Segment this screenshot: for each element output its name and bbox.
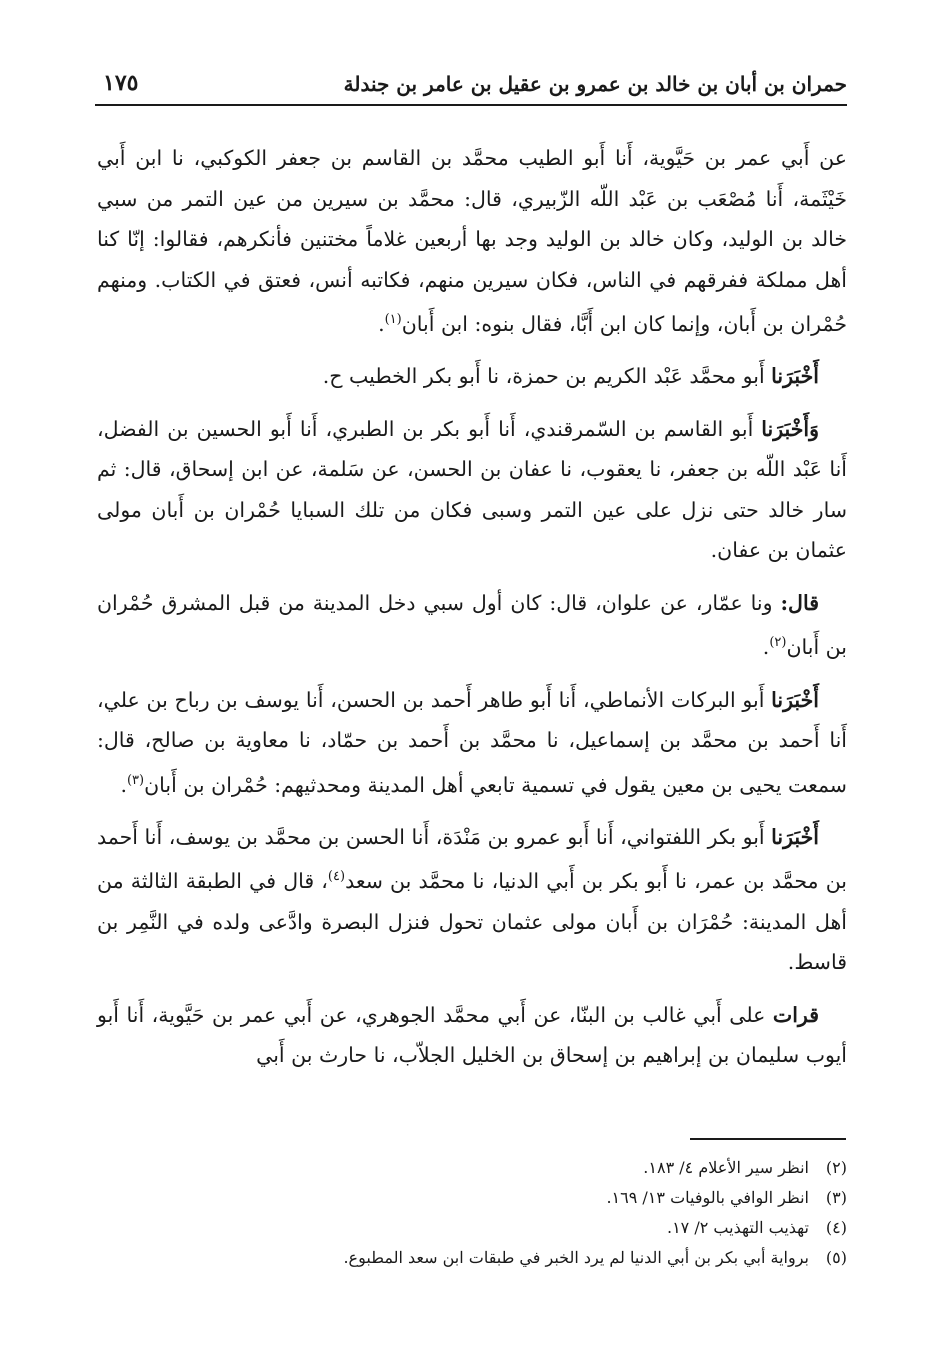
footnote-text: انظر سير الأعلام ٤/ ١٨٣.	[643, 1158, 809, 1177]
paragraph-tail: .	[120, 772, 127, 797]
footnote-text: تهذيب التهذيب ٢/ ١٧.	[666, 1218, 809, 1237]
footnote-text: انظر الوافي بالوفيات ١٣/ ١٦٩.	[606, 1188, 809, 1207]
paragraph-lead: أَخْبَرَنا	[771, 687, 819, 712]
footnote-ref: (٣)	[126, 772, 145, 788]
page-header	[95, 66, 847, 102]
footnote-number: (٢)	[825, 1158, 847, 1177]
paragraph-text: أَبو البركات الأنماطي، أَنا أَبو طاهر أَحمد بن الحسن، أَنا يوسف بن رباح بن علي، أَنا أَحمد بن محمَّد بن إسماعيل، نا محمَّد بن أَحمد بن حمّاد، نا معاوية بن صالح، قال: سمعت يحيى بن معين يقول في تسمية تابعي أهل المدينة ومحدثيهم: حُمْران بن أَبان	[97, 687, 847, 797]
paragraph-text: أَبو محمَّد عَبْد الكريم بن حمزة، نا أَبو بكر الخطيب ح.	[322, 364, 772, 389]
paragraph	[97, 138, 847, 344]
paragraph-text: أَبو القاسم بن السّمرقندي، أَنا أَبو بكر بن الطبري، أَنا أَبو الحسين بن الفضل، أَنا عَبْد اللّه بن جعفر، نا يعقوب، نا عفان بن الحسن، عن سَلمة، عن ابن إسحاق، قال: ثم سار خالد حتى نزل على عين التمر وسبى فكان من تلك السبايا حُمْران بن أَبان مولى عثمان بن عفان.	[97, 416, 847, 563]
footnote-item	[97, 1183, 847, 1213]
paragraph-text: ونا عمّار، عن علوان، قال: كان أول سبي دخل المدينة من قبل المشرق حُمْران بن أَبان	[97, 590, 847, 660]
paragraph	[97, 817, 847, 983]
footnotes	[97, 1153, 847, 1273]
running-title: حمران بن أبان بن خالد بن عمرو بن عقيل بن عامر بن جندلة	[343, 72, 847, 96]
footnote-ref: (٢)	[769, 635, 787, 651]
paragraph	[97, 409, 847, 571]
paragraph-lead: أَخْبَرَنا	[771, 364, 819, 389]
paragraph	[97, 583, 847, 668]
paragraph-tail: .	[378, 311, 385, 336]
footnote-number: (٥)	[825, 1248, 847, 1267]
footnote-ref: (١)	[384, 312, 402, 327]
paragraph-lead: أَخْبَرَنا	[771, 824, 819, 849]
footnote-ref: (٤)	[327, 869, 346, 885]
paragraph-lead: وَأَخْبَرَنا	[761, 416, 819, 441]
main-text	[97, 138, 847, 1088]
header-rule	[95, 104, 847, 106]
paragraph-lead: قرات	[772, 1002, 819, 1027]
footnote-number: (٣)	[825, 1188, 847, 1207]
footnote-number: (٤)	[825, 1218, 847, 1237]
footnote-item	[97, 1243, 847, 1273]
paragraph-lead: قال:	[780, 590, 819, 615]
paragraph-tail: ، قال في الطبقة الثالثة من أهل المدينة: حُمْرَان بن أَبان مولى عثمان تحول فنزل البصرة وادَّعى ولده في النَّمِر بن قاسط.	[97, 869, 847, 975]
footnote-item	[97, 1213, 847, 1243]
footnote-item	[97, 1153, 847, 1183]
paragraph-tail: .	[762, 635, 770, 660]
paragraph-text: على أَبي غالب بن البنّا، عن أَبي محمَّد الجوهري، عن أَبي عمر بن حَيَّوية، أَنا أَبو أيوب سليمان بن إبراهيم بن إسحاق بن الخليل الجلاّب، نا حارث بن أَبي	[97, 1002, 847, 1068]
paragraph	[97, 356, 847, 397]
paragraph-text: عن أَبي عمر بن حَيَّوية، أَنا أَبو الطيب محمَّد بن القاسم بن جعفر الكوكبي، نا ابن أَبي خَيْثَمة، أَنا مُصْعَب بن عَبْد اللّه الزّبيري، قال: محمَّد بن سيرين من عين التمر من سبي خالد بن الوليد، وكان خالد بن الوليد وجد بها أربعين غلاماً مختنين فأنكرهم، فقالوا: إنّا كنا أهل مملكة ففرقهم في الناس، فكان سيرين منهم، فكاتبه أنس، فعتق في الكتاب. ومنهم حُمْران بن أَبان، وإنما كان ابن أَبَّا، فقال بنوه: ابن أَبان	[97, 146, 847, 336]
page-number: ١٧٥	[103, 70, 139, 96]
paragraph	[97, 995, 847, 1076]
paragraph	[97, 680, 847, 805]
footnote-rule	[690, 1138, 846, 1140]
paragraph-text: أَبو بكر اللفتواني، أَنا أَبو عمرو بن مَنْدَة، أَنا الحسن بن محمَّد بن يوسف، أَنا أَحمد بن محمَّد بن عمر، نا أَبو بكر بن أَبي الدنيا، نا محمَّد بن سعد	[97, 824, 848, 894]
footnote-text: برواية أبي بكر بن أبي الدنيا لم يرد الخبر في طبقات ابن سعد المطبوع.	[343, 1248, 809, 1267]
